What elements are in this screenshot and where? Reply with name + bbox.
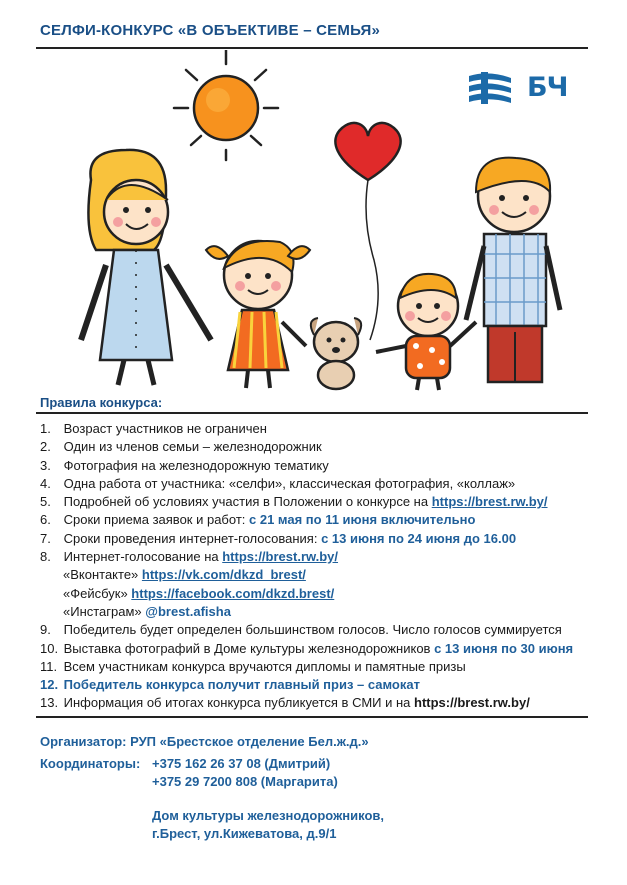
venue-address: г.Брест, ул.Кижеватова, д.9/1: [152, 826, 337, 841]
item-text: Победитель будет определен большинством голосов. Число голосов суммируется: [63, 622, 562, 638]
phone-margarita: +375 29 7200 808 (Маргарита): [152, 774, 338, 789]
rules-divider: [36, 412, 588, 414]
list-item: [40, 420, 600, 438]
item-number: 12.: [40, 677, 59, 693]
logo-text: БЧ: [527, 72, 568, 103]
vk-label: «Вконтакте»: [63, 567, 142, 583]
item-text: Сроки приема заявок и работ:: [63, 512, 249, 528]
page-title: СЕЛФИ-КОНКУРС «В ОБЪЕКТИВЕ – СЕМЬЯ»: [40, 22, 381, 39]
item-number: 2.: [40, 439, 51, 455]
item-text: Сроки проведения интернет-голосования:: [63, 530, 322, 546]
list-item: [40, 621, 600, 639]
item-number: 4.: [40, 475, 51, 491]
family-drawing-icon: [36, 50, 588, 393]
item-text: Фотография на железнодорожную тематику: [63, 457, 329, 473]
item-number: 10.: [40, 640, 59, 656]
regulation-link[interactable]: https://brest.rw.by/: [431, 494, 548, 510]
list-item: [40, 530, 600, 548]
item-text: Выставка фотографий в Доме культуры железнодорожников: [63, 640, 435, 656]
item-text: Победитель конкурса получит главный приз – самокат: [63, 677, 420, 693]
date-highlight: с 21 мая по 11 июня включительно: [249, 512, 476, 528]
coordinators-label: Координаторы:: [40, 756, 141, 771]
item-number: 9.: [40, 622, 51, 638]
item-number: 11.: [40, 658, 58, 674]
list-item-instagram: [40, 603, 600, 621]
item-number: 5.: [40, 494, 51, 510]
item-number: 6.: [40, 512, 51, 528]
item-number: 1.: [40, 421, 51, 436]
date-highlight: с 13 июня по 24 июня до 16.00: [321, 530, 517, 546]
facebook-label: «Фейсбук»: [63, 585, 132, 601]
item-number: 7.: [40, 530, 51, 546]
list-item: [40, 438, 600, 456]
instagram-handle[interactable]: @brest.afisha: [145, 603, 231, 619]
list-item: [40, 694, 600, 712]
item-text: Подробней об условиях участия в Положении о конкурсе на: [63, 494, 432, 510]
item-number: 3.: [40, 457, 51, 473]
item-text: Интернет-голосование на: [63, 549, 223, 565]
list-item-facebook: [40, 585, 600, 603]
results-link[interactable]: https://brest.rw.by/: [414, 695, 530, 711]
list-item-vk: [40, 566, 600, 584]
vk-link[interactable]: https://vk.com/dkzd_brest/: [141, 567, 306, 583]
item-text: Одна работа от участника: «селфи», классическая фотография, «коллаж»: [63, 475, 516, 491]
list-item: [40, 658, 600, 676]
list-item: [40, 475, 600, 493]
instagram-label: «Инстаграм»: [63, 603, 146, 619]
list-item: [40, 511, 600, 529]
list-item-prize: [40, 676, 600, 694]
item-text: Информация об итогах конкурса публикуется в СМИ и на: [63, 695, 414, 711]
facebook-link[interactable]: https://facebook.com/dkzd.brest/: [131, 585, 335, 601]
list-item: [40, 640, 600, 658]
item-number: 8.: [40, 549, 51, 565]
phone-dmitry: +375 162 26 37 08 (Дмитрий): [152, 756, 331, 771]
organizer: Организатор: РУП «Брестское отделение Бел.ж.д.»: [40, 734, 369, 749]
date-highlight: с 13 июня по 30 июня: [434, 640, 574, 656]
footer-divider: [36, 716, 588, 718]
item-text: Всем участникам конкурса вручаются дипломы и памятные призы: [63, 658, 466, 674]
item-number: 13.: [40, 695, 59, 711]
list-item: [40, 548, 600, 566]
rules-list: [40, 420, 600, 713]
venue-name: Дом культуры железнодорожников,: [152, 808, 385, 823]
voting-link[interactable]: https://brest.rw.by/: [222, 549, 339, 565]
list-item: [40, 457, 600, 475]
rules-heading: Правила конкурса:: [40, 395, 163, 410]
title-divider: [36, 47, 588, 49]
item-text: Один из членов семьи – железнодорожник: [63, 439, 322, 455]
list-item: [40, 493, 600, 511]
item-text: Возраст участников не ограничен: [63, 421, 267, 436]
